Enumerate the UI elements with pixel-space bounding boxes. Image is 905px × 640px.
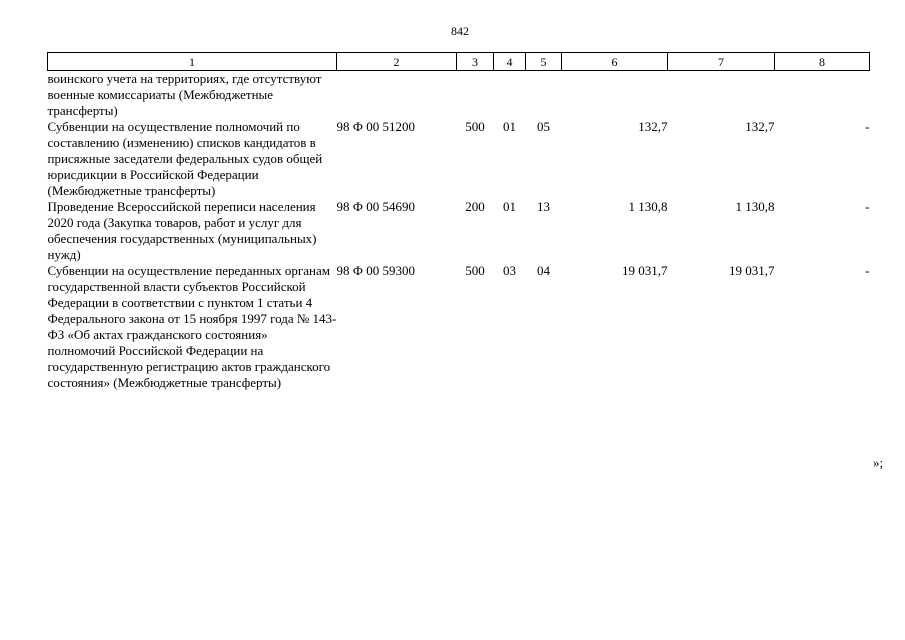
page-number: 842 [451,24,469,38]
header-col-1: 1 [48,53,337,71]
header-col-5: 5 [526,53,562,71]
row-value-6: 132,7 [638,119,668,134]
row-vr [457,71,494,120]
row-rz: 01 [503,199,516,214]
table-row [48,119,870,199]
row-value-7 [668,71,775,120]
row-value-6: 1 130,8 [628,199,668,214]
row-pr: 04 [537,263,550,278]
row-value-8: - [865,119,870,134]
table-row [48,199,870,263]
header-col-3: 3 [457,53,494,71]
row-code: 98 Ф 00 51200 [336,119,416,134]
row-value-8: - [865,199,870,214]
header-col-6: 6 [562,53,668,71]
row-code: 98 Ф 00 54690 [336,199,416,214]
row-rz: 01 [503,119,516,134]
row-vr: 500 [465,119,485,134]
row-value-6 [562,71,668,120]
row-value-7: 1 130,8 [735,199,775,214]
row-value-7: 19 031,7 [729,263,775,278]
header-col-2: 2 [337,53,457,71]
header-col-7: 7 [668,53,775,71]
row-value-7: 132,7 [745,119,775,134]
header-col-4: 4 [494,53,526,71]
row-pr: 05 [537,119,550,134]
table-row [48,71,870,120]
closing-quote-mark: »; [873,455,884,470]
row-vr: 200 [465,199,485,214]
row-name: воинского учета на территориях, где отсутствуют военные комиссариаты (Межбюджетные трансферты) [47,71,322,118]
budget-table [47,52,870,391]
row-rz: 03 [503,263,516,278]
row-code [337,71,457,120]
header-row [48,53,870,71]
row-pr: 13 [537,199,550,214]
row-value-8 [775,71,870,120]
table-row [48,263,870,391]
row-code: 98 Ф 00 59300 [336,263,416,278]
row-name: Субвенции на осуществление полномочий по составлению (изменению) списков кандидатов в присяжные заседатели федеральных судов общей юрисдикции в Российской Федерации (Межбюджетные трансферты) [47,119,323,198]
row-name: Субвенции на осуществление переданных органам государственной власти субъектов Российской Федерации в соответствии с пунктом 1 статьи 4 Федерального закона от 15 ноября 1997 года № 143-ФЗ «Об актах гражданского состояния» полномочий Российской Федерации на государственную регистрацию актов гражданского состояния» (Межбюджетные трансферты) [47,263,337,390]
row-vr: 500 [465,263,485,278]
row-name: Проведение Всероссийской переписи населения 2020 года (Закупка товаров, работ и услуг для обеспечения государственных (муниципальных) нужд) [47,199,317,262]
row-rz [494,71,526,120]
row-value-8: - [865,263,870,278]
row-value-6: 19 031,7 [622,263,668,278]
row-pr [526,71,562,120]
header-col-8: 8 [775,53,870,71]
